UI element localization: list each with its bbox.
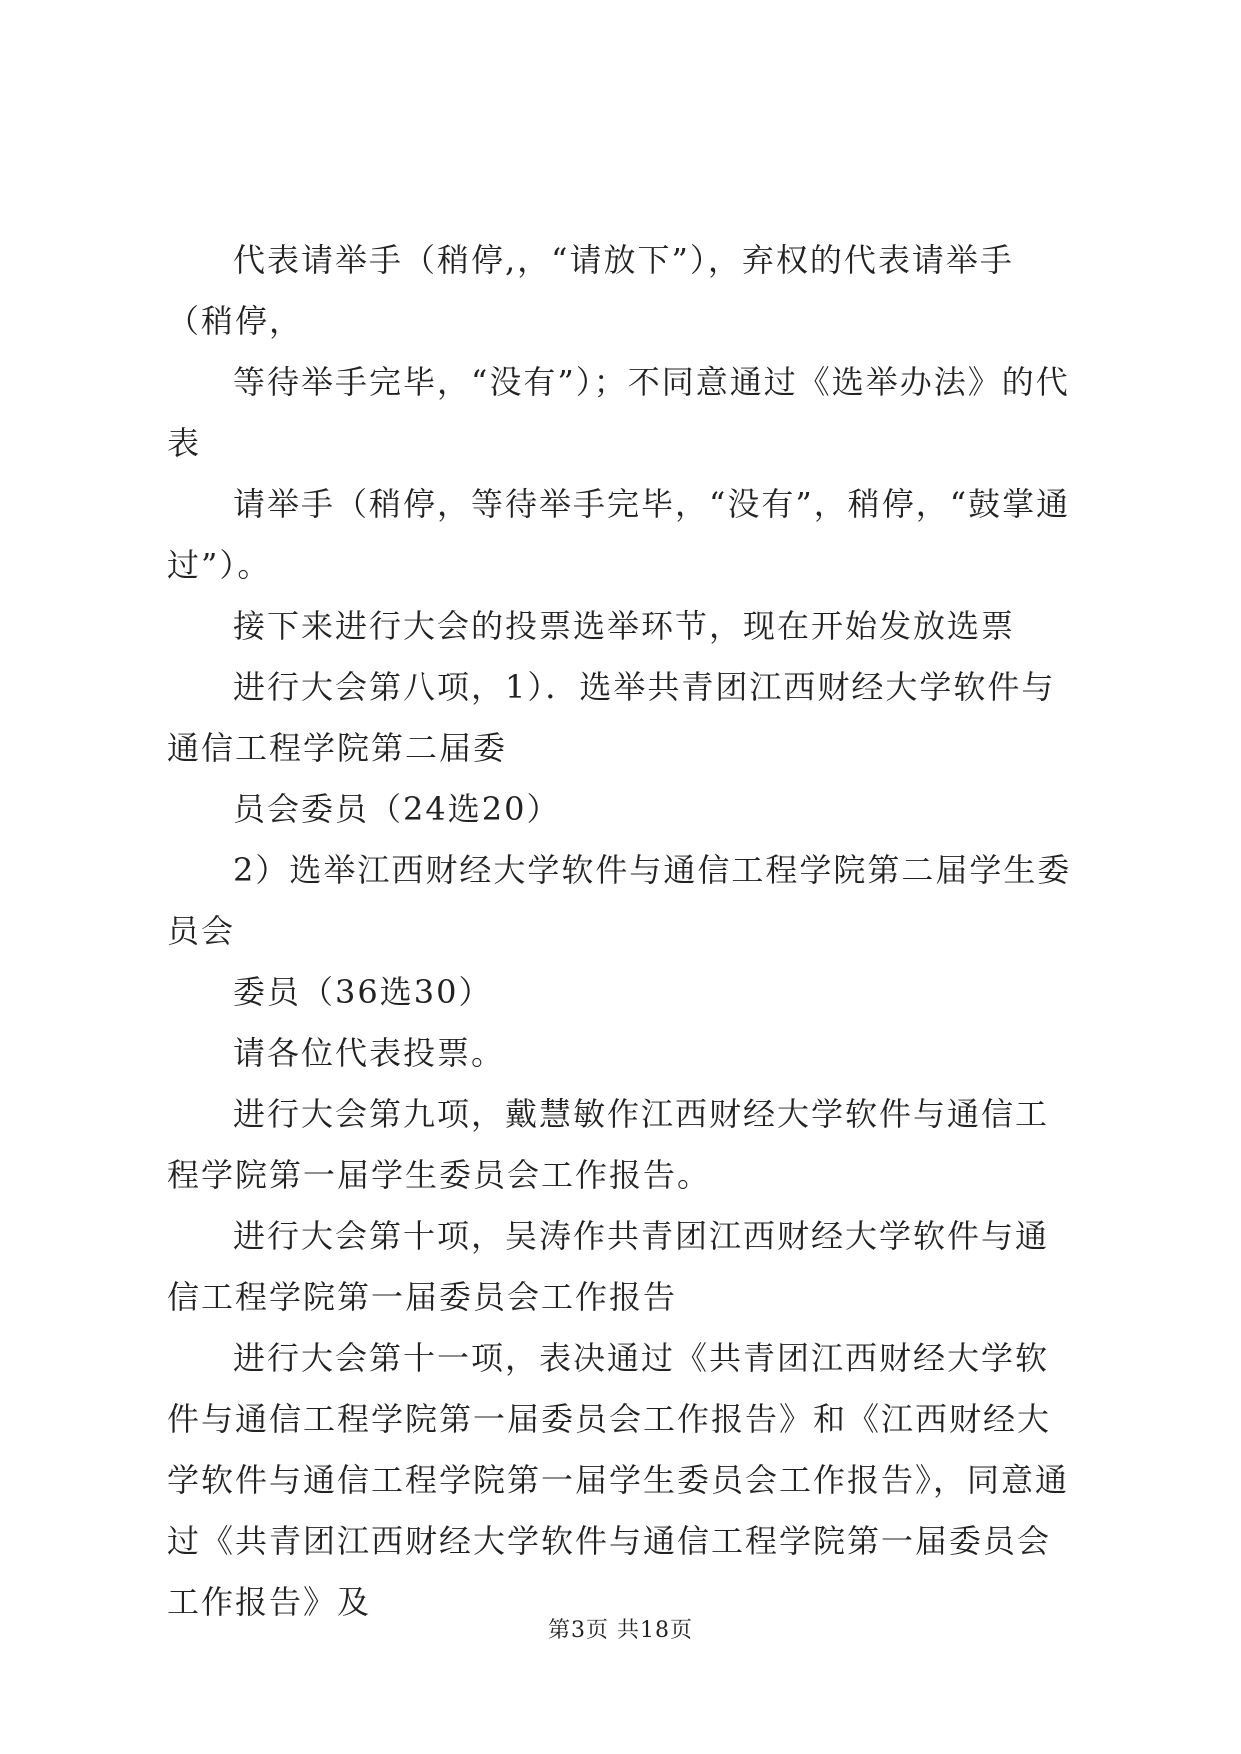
text-line: 过”）。 — [167, 546, 272, 584]
paragraph — [167, 596, 1080, 657]
text-line: 江西财经大学软件与通信工程学院第一届委员会工作报告》及 — [167, 1522, 1052, 1621]
text-line: 员会委员（24选20） — [233, 790, 561, 828]
text-line: 程学院第一届委员会工作报告 — [235, 1278, 678, 1316]
paragraph — [167, 474, 1080, 596]
paragraph — [167, 962, 1080, 1023]
paragraph — [167, 1206, 1080, 1328]
text-line: 进行大会第九项，戴慧敏作江西财经大学软件与通信工程学 — [167, 1095, 1050, 1194]
paragraph — [167, 1023, 1080, 1084]
text-line: 停， — [235, 302, 304, 340]
text-line: 接下来进行大会的投票选举环节，现在开始发放选票 — [233, 607, 1016, 645]
text-line: 请举手（稍停，等待举手完毕，“没有”，稍停，“鼓掌通 — [233, 485, 1071, 523]
text-line: 院第一届学生委员会工作报告。 — [235, 1156, 712, 1194]
text-line: 进行大会第八项，1）．选举共青团江西财经大学软件与通信 — [167, 668, 1056, 767]
text-line: 通信工程学院第一届学生委员会工作报告》，同意通过《共青团 — [167, 1461, 1070, 1560]
paragraph — [167, 1084, 1080, 1206]
document-body — [167, 230, 1080, 1633]
text-line: 工程学院第二届委 — [235, 729, 508, 767]
text-line: 2）选举江西财经大学软件与通信工程学院第二届学生委员 — [167, 851, 1072, 950]
text-line: 通信工程学院第一届委员会工作报告》和《江西财经大学软件与 — [167, 1400, 1052, 1499]
paragraph — [167, 657, 1080, 779]
paragraph — [167, 840, 1080, 962]
paragraph — [167, 779, 1080, 840]
text-line: 等待举手完毕，“没有”）；不同意通过《选举办法》的代表 — [167, 363, 1070, 462]
text-line: 请各位代表投票。 — [233, 1034, 506, 1072]
page-number-label: 第3页 共18页 — [548, 1618, 693, 1643]
text-line: 进行大会第十一项，表决通过《共青团江西财经大学软件与 — [167, 1339, 1050, 1438]
paragraph — [167, 352, 1080, 474]
page-footer — [0, 1616, 1241, 1646]
text-line: 会 — [201, 912, 236, 950]
text-line: 代表请举手（稍停,，“请放下”），弃权的代表请举手（稍 — [167, 241, 1014, 340]
paragraph — [167, 1328, 1080, 1633]
paragraph — [167, 230, 1080, 352]
text-line: 委员（36选30） — [233, 973, 493, 1011]
text-line: 进行大会第十项，吴涛作共青团江西财经大学软件与通信工 — [167, 1217, 1050, 1316]
